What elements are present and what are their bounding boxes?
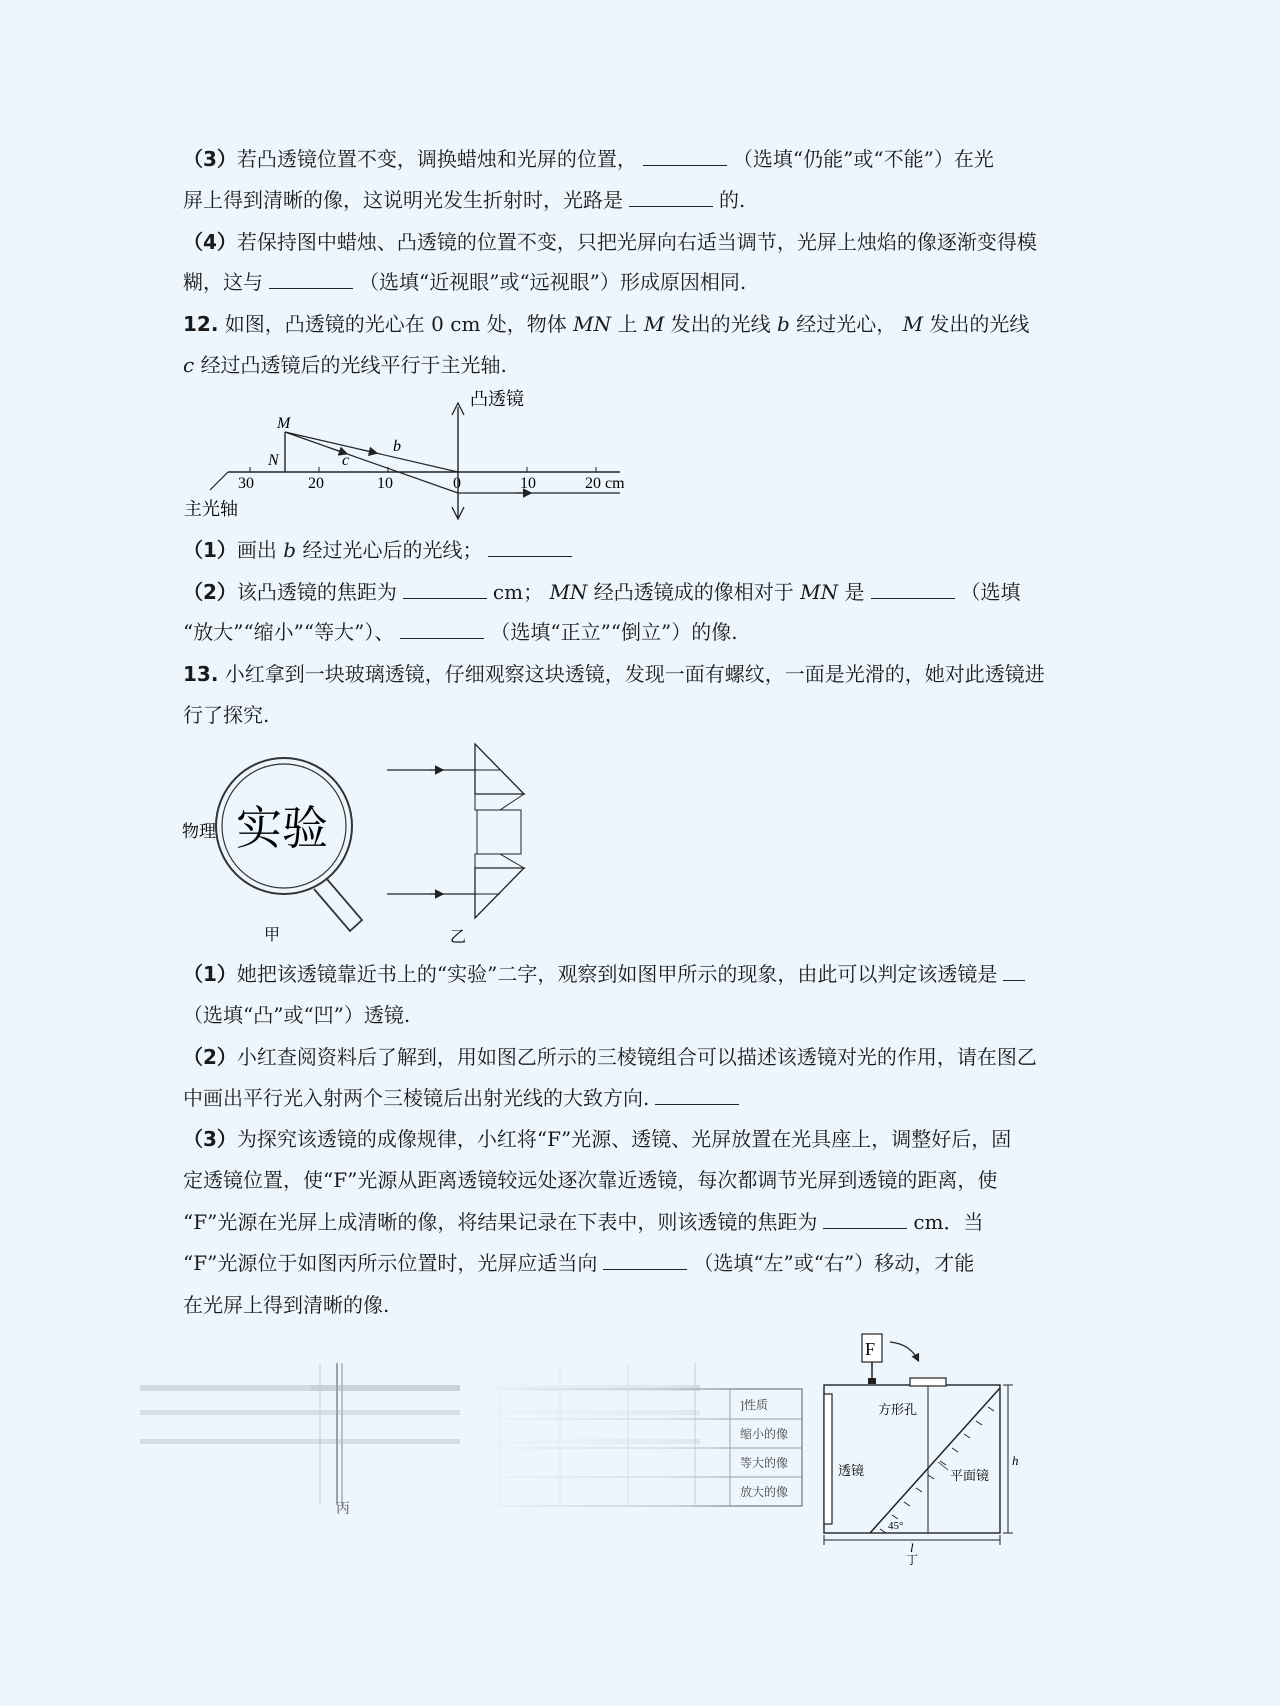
q13-p3-line1 — [183, 1125, 1103, 1153]
q13-p3-line2 — [183, 1166, 1103, 1194]
point-m-label: M — [277, 415, 291, 432]
q13-line2 — [183, 701, 1103, 729]
square-hole-label: 方形孔 — [878, 1402, 918, 1417]
lens-label: 透镜 — [838, 1463, 865, 1478]
part-label: （2） — [183, 580, 237, 604]
tick-label: 10 — [377, 475, 393, 492]
f-base — [868, 1378, 876, 1384]
text: cm； — [492, 580, 544, 604]
book-label: 物理 — [182, 822, 216, 841]
prism-top — [475, 744, 524, 794]
text: b — [777, 312, 790, 336]
h-label: h — [1012, 1453, 1019, 1468]
table-cell: 等大的像 — [740, 1456, 789, 1470]
q11-p3-line1 — [183, 145, 1103, 173]
text: 定透镜位置，使“F”光源从距离透镜较远处逐次靠近透镜，每次都调节光屏到透镜的距离，使 — [183, 1168, 998, 1192]
q11-p4-line1 — [183, 228, 1103, 256]
table-cell: 放大的像 — [740, 1485, 789, 1499]
text: M — [643, 312, 665, 336]
part-label: （2） — [183, 1045, 237, 1069]
text: 中画出平行光入射两个三棱镜后出射光线的大致方向. — [183, 1086, 650, 1110]
ray-b-label: b — [393, 438, 401, 455]
answer-blank[interactable] — [403, 578, 487, 599]
question-number: 13. — [183, 662, 219, 686]
part-label: （1） — [183, 962, 237, 986]
text: b — [283, 538, 297, 562]
answer-blank[interactable] — [400, 618, 484, 639]
q13-p2-line2 — [183, 1084, 1103, 1112]
text: （选填“仍能”或“不能”）在光 — [732, 147, 994, 171]
lens-label: 凸透镜 — [470, 389, 524, 409]
text: （选填“正立”“倒立”）的像. — [490, 620, 738, 644]
answer-blank[interactable] — [629, 186, 713, 207]
question-number: 12. — [183, 312, 219, 336]
text: cm．当 — [913, 1210, 984, 1234]
q13-p1-line1 — [183, 960, 1103, 988]
tick-label: 0 — [453, 475, 461, 492]
q11-p3-line2 — [183, 186, 1103, 214]
ray-b-arrow — [360, 449, 376, 453]
text: 的. — [719, 188, 746, 212]
answer-blank[interactable] — [655, 1084, 739, 1105]
text: 经过凸透镜后的光线平行于主光轴. — [200, 353, 507, 377]
q13-figure — [180, 738, 540, 948]
q13-p3-line5 — [183, 1291, 1103, 1319]
q11-p4-line2 — [183, 268, 1103, 296]
q13-p3-line4 — [183, 1249, 1103, 1277]
q12-p2-line1 — [183, 578, 1103, 606]
caption-bing: 丙 — [336, 1502, 350, 1517]
text: c — [183, 353, 195, 377]
q13-p1-line2 — [183, 1001, 1103, 1029]
angle-label: 45° — [888, 1520, 904, 1532]
q12-p1 — [183, 536, 1103, 564]
tick-label: 20 — [308, 475, 324, 492]
part-label: （1） — [183, 538, 237, 562]
text: 经过光心后的光线； — [302, 538, 483, 562]
ray-c-label: c — [342, 452, 350, 469]
part-label: （3） — [183, 1127, 237, 1151]
text: 小红查阅资料后了解到，用如图乙所示的三棱镜组合可以描述该透镜对光的作用，请在图乙 — [236, 1045, 1037, 1069]
answer-blank[interactable] — [823, 1208, 907, 1229]
text: （选填“近视眼”或“远视眼”）形成原因相同. — [359, 270, 747, 294]
answer-blank[interactable] — [1003, 960, 1025, 981]
text: 她把该透镜靠近书上的“实验”二字，观察到如图甲所示的现象，由此可以判定该透镜是 — [236, 962, 998, 986]
text: 行了探究. — [183, 703, 270, 727]
text: 在光屏上得到清晰的像. — [183, 1293, 390, 1317]
lens-plate — [824, 1394, 832, 1524]
caption-yi: 乙 — [450, 929, 467, 946]
q12-line2 — [183, 351, 1103, 379]
prism-bottom-base — [475, 854, 524, 868]
tick-label: 10 — [520, 475, 536, 492]
answer-blank[interactable] — [488, 536, 572, 557]
tick-label: 30 — [238, 475, 254, 492]
text: 屏上得到清晰的像，这说明光发生折射时，光路是 — [183, 188, 623, 212]
text: （选填 — [960, 580, 1021, 604]
text: 0 cm — [431, 312, 481, 336]
text: MN — [800, 580, 839, 604]
caption-ding: 丁 — [906, 1553, 919, 1565]
part-label: （4） — [183, 230, 237, 254]
l-label: l — [910, 1540, 914, 1555]
move-arrow — [890, 1342, 918, 1360]
text: （选填“左”或“右”）移动，才能 — [693, 1251, 975, 1275]
text: 糊，这与 — [183, 270, 263, 294]
text: 经凸透镜成的像相对于 — [593, 580, 794, 604]
text: 画出 — [236, 538, 277, 562]
blur-overlay — [460, 1363, 740, 1508]
point-n-label: N — [268, 452, 279, 469]
text: 发出的光线 — [670, 312, 771, 336]
q13-p2-line1 — [183, 1043, 1103, 1071]
axis-pointer-line — [210, 472, 228, 490]
answer-blank[interactable] — [269, 268, 353, 289]
square-hole — [910, 1378, 946, 1386]
magnifier-handle — [314, 878, 362, 931]
text: 处，物体 — [486, 312, 567, 336]
text: MN — [573, 312, 612, 336]
lens-diagram — [180, 385, 670, 525]
text: 是 — [844, 580, 865, 604]
tick-label: 20 cm — [585, 475, 625, 492]
caption-jia: 甲 — [264, 927, 281, 944]
results-table — [140, 1355, 820, 1525]
prism-bottom — [475, 868, 524, 918]
text: 若凸透镜位置不变，调换蜡烛和光屏的位置， — [236, 147, 637, 171]
table-cell: 缩小的像 — [740, 1427, 789, 1441]
magnified-text: 实验 — [236, 803, 328, 854]
text: 若保持图中蜡烛、凸透镜的位置不变，只把光屏向右适当调节，光屏上烛焰的像逐渐变得模 — [236, 230, 1037, 254]
answer-blank[interactable] — [871, 578, 955, 599]
mirror-label: 平面镜 — [950, 1468, 990, 1483]
text: M — [902, 312, 924, 336]
text: 发出的光线 — [929, 312, 1030, 336]
answer-blank[interactable] — [603, 1249, 687, 1270]
text: （选填“凸”或“凹”）透镜. — [183, 1003, 411, 1027]
q13-p3-line3 — [183, 1208, 1103, 1236]
text: “F”光源位于如图丙所示位置时，光屏应适当向 — [183, 1251, 598, 1275]
text: 经过光心， — [796, 312, 897, 336]
text: “放大”“缩小”“等大”）、 — [183, 620, 395, 644]
part-label: （3） — [183, 147, 237, 171]
text: 该凸透镜的焦距为 — [236, 580, 397, 604]
q12-line1 — [183, 310, 1103, 338]
q13-line1 — [183, 660, 1103, 688]
q12-p2-line2 — [183, 618, 1103, 646]
text: 如图，凸透镜的光心在 — [224, 312, 425, 336]
f-label: F — [865, 1339, 876, 1359]
text: 为探究该透镜的成像规律，小红将“F”光源、透镜、光屏放置在光具座上，调整好后，固 — [236, 1127, 1012, 1151]
axis-label: 主光轴 — [184, 499, 238, 519]
table-cell: ]性质 — [740, 1398, 768, 1412]
text: 小红拿到一块玻璃透镜，仔细观察这块透镜，发现一面有螺纹，一面是光滑的，她对此透镜进 — [224, 662, 1045, 686]
answer-blank[interactable] — [643, 145, 727, 166]
prism-top-base — [475, 794, 524, 810]
text: “F”光源在光屏上成清晰的像，将结果记录在下表中，则该透镜的焦距为 — [183, 1210, 818, 1234]
text: 上 — [617, 312, 638, 336]
text: MN — [549, 580, 588, 604]
box-figure — [810, 1330, 1030, 1565]
middle-block — [477, 810, 521, 854]
